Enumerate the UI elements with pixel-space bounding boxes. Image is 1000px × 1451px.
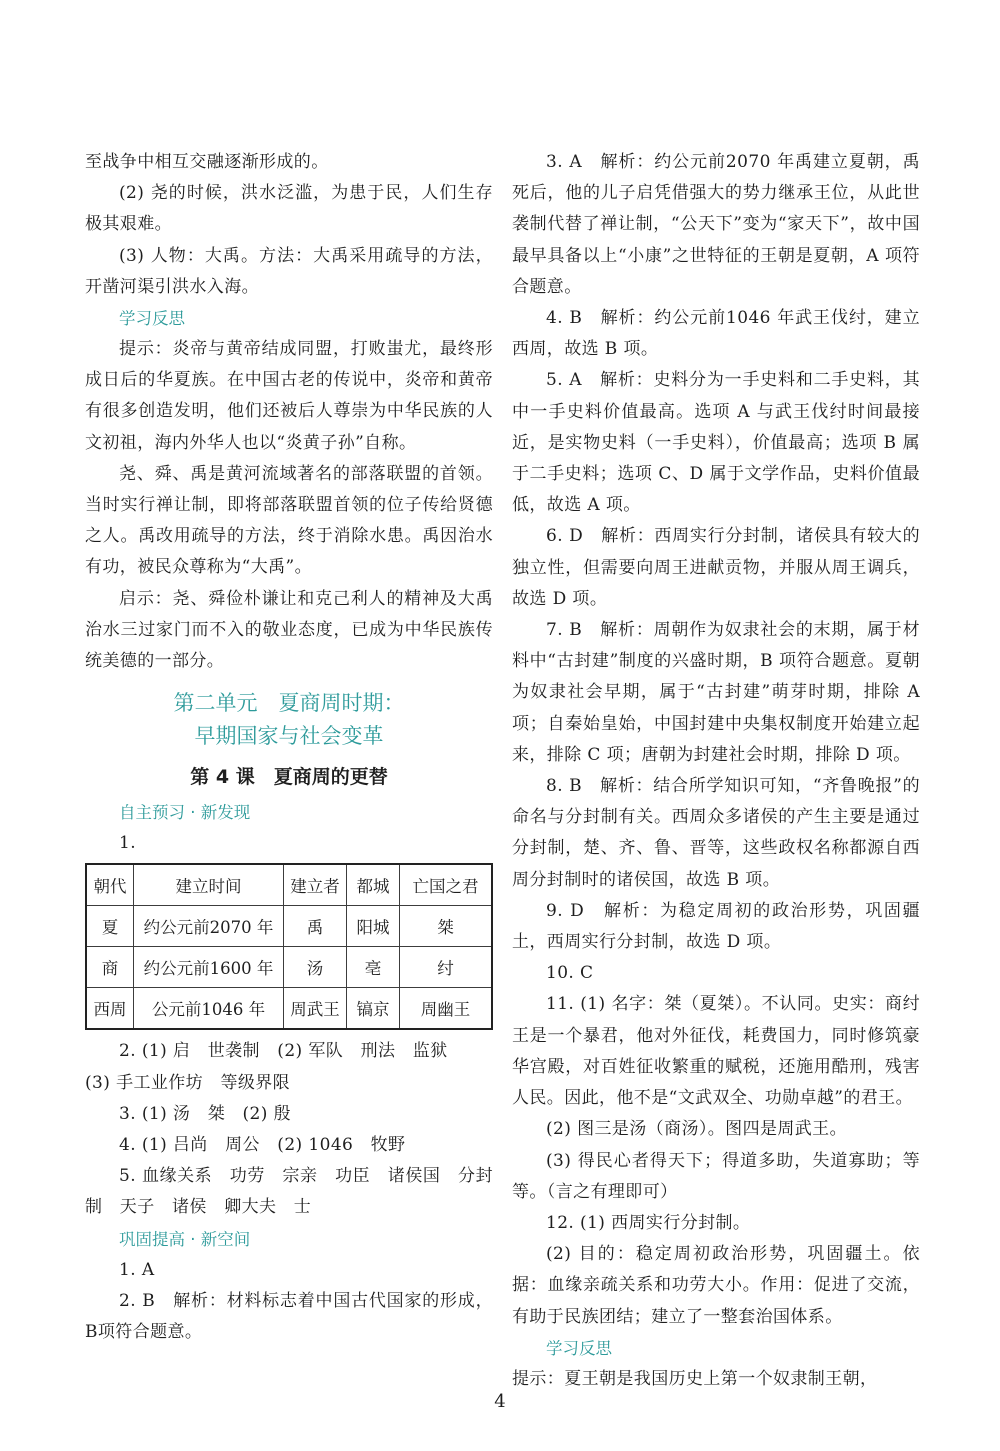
table-cell: 公元前1046 年: [134, 988, 284, 1030]
table-cell: 桀: [400, 906, 493, 947]
answer-paragraph: 6. D 解析：西周实行分封制，诸侯具有较大的独立性，但需要向周王进献贡物，并服从周王调兵，故选 D 项。: [512, 526, 920, 609]
answer-paragraph: 10. C: [546, 963, 594, 984]
answer-line: 4. (1) 吕尚 周公 (2) 1046 牧野: [119, 1135, 406, 1156]
paragraph: 至战争中相互交融逐渐形成的。: [85, 152, 329, 172]
answer-paragraph: 9. D 解析：为稳定周初的政治形势，巩固疆土，西周实行分封制，故选 D 项。: [512, 900, 920, 953]
answer-paragraph: (2) 目的：稳定周初政治形势，巩固疆土。依据：血缘亲疏关系和功劳大小。作用：促进了交流，有助于民族团结；建立了一整套治国体系。: [512, 1244, 920, 1327]
answer-line: 5. 血缘关系 功劳 宗亲 功臣 诸侯国 分封制 天子 诸侯 卿大夫 士: [85, 1166, 493, 1218]
table-cell: 亳: [347, 947, 400, 988]
table-row: [86, 988, 492, 1030]
answer-line: 2. (1) 启 世袭制 (2) 军队 刑法 监狱: [119, 1041, 448, 1062]
answer-line: 1. A: [119, 1259, 155, 1280]
paragraph: (2) 尧的时候，洪水泛滥，为患于民，人们生存极其艰难。: [85, 183, 493, 235]
table-cell: 约公元前2070 年: [134, 906, 284, 947]
table-cell: 阳城: [347, 906, 400, 947]
table-cell: 商: [86, 947, 134, 988]
answer-paragraph: (2) 图三是汤（商汤）。图四是周武王。: [546, 1119, 847, 1140]
answer-paragraph: 提示：夏王朝是我国历史上第一个奴隶制王朝，: [512, 1368, 878, 1389]
page-number: 4: [494, 1391, 506, 1412]
paragraph: (3) 人物：大禹。方法：大禹采用疏导的方法，开凿河渠引洪水入海。: [85, 245, 493, 297]
table-cell: 纣: [400, 947, 493, 988]
dynasty-table: [85, 863, 493, 1030]
answer-paragraph: 12. (1) 西周实行分封制。: [546, 1212, 751, 1233]
paragraph: 启示：尧、舜俭朴谦让和克己利人的精神及大禹治水三过家门而不入的敬业态度，已成为中华民族传统美德的一部分。: [85, 588, 493, 672]
table-header-row: [86, 864, 492, 906]
paragraph: 尧、舜、禹是黄河流域著名的部落联盟的首领。当时实行禅让制，即将部落联盟首领的位子传给贤德之人。禹改用疏导的方法，终于消除水患。禹因治水有功，被民众尊称为“大禹”。: [85, 463, 493, 578]
answer-paragraph: 11. (1) 名字：桀（夏桀）。不认同。史实：商纣王是一个暴君，他对外征伐，耗费国力，同时修筑豪华宫殿，对百姓征收繁重的赋税，还施用酷刑，残害人民。因此，他不是“文武双全、功勋卓越”的君王。: [512, 994, 920, 1109]
unit-title-line2: 早期国家与社会变革: [194, 724, 384, 749]
table-header: 亡国之君: [400, 864, 493, 906]
left-column: [85, 147, 493, 1348]
table-cell: 禹: [284, 906, 347, 947]
table-cell: 西周: [86, 988, 134, 1030]
table-header: 建立者: [284, 864, 347, 906]
paragraph: 提示：炎帝与黄帝结成同盟，打败蚩尤，最终形成日后的华夏族。在中国古老的传说中，炎帝和黄帝有很多创造发明，他们还被后人尊崇为中华民族的人文初祖，海内外华人也以“炎黄子孙”自称。: [85, 339, 493, 453]
table-row: [86, 906, 492, 947]
table-header: 都城: [347, 864, 400, 906]
section-heading-consolidate: 巩固提高 · 新空间: [119, 1229, 251, 1249]
answer-line: 3. (1) 汤 桀 (2) 殷: [119, 1103, 291, 1124]
answer-line: 2. B 解析：材料标志着中国古代国家的形成，B项符合题意。: [85, 1290, 493, 1343]
answer-line: (3) 手工业作坊 等级界限: [85, 1072, 291, 1093]
answer-paragraph: 3. A 解析：约公元前2070 年禹建立夏朝，禹死后，他的儿子启凭借强大的势力继承王位，从此世袭制代替了禅让制，“公天下”变为“家天下”，故中国最早具备以上“小康”之世特征的王朝是夏朝，A 项符合题意。: [512, 152, 920, 297]
question-number: 1.: [119, 833, 137, 854]
table-header: 建立时间: [134, 864, 284, 906]
answer-paragraph: (3) 得民心者得天下；得道多助，失道寡助；等等。（言之有理即可）: [512, 1150, 920, 1202]
table-cell: 汤: [284, 947, 347, 988]
table-cell: 周武王: [284, 988, 347, 1030]
table-cell: 夏: [86, 906, 134, 947]
table-header: 朝代: [86, 864, 134, 906]
table-cell: 周幽王: [400, 988, 493, 1030]
section-heading-preview: 自主预习 · 新发现: [119, 803, 251, 823]
answer-paragraph: 5. A 解析：史料分为一手史料和二手史料，其中一手史料价值最高。选项 A 与武王伐纣时间最接近，是实物史料（一手史料），价值最高；选项 B 属于二手史料；选项 C、D 属于文学作品，史料价值最低，故选 A 项。: [512, 370, 920, 516]
lesson-title: 第 4 课 夏商周的更替: [190, 766, 388, 789]
right-column: [512, 147, 920, 1395]
unit-title-line1: 第二单元 夏商周时期：: [173, 691, 405, 716]
answer-paragraph: 4. B 解析：约公元前1046 年武王伐纣，建立西周，故选 B 项。: [512, 308, 920, 360]
table-cell: 约公元前1600 年: [134, 947, 284, 988]
answer-paragraph: 7. B 解析：周朝作为奴隶社会的末期，属于材料中“古封建”制度的兴盛时期，B 项符合题意。夏朝为奴隶社会早期，属于“古封建”萌芽时期，排除 A 项；自秦始皇始，中国封建中央集权制度开始建立起来，排除 C 项；唐朝为封建社会时期，排除 D 项。: [512, 620, 920, 765]
table-row: [86, 947, 492, 988]
table-cell: 镐京: [347, 988, 400, 1030]
answer-paragraph: 8. B 解析：结合所学知识可知，“齐鲁晚报”的命名与分封制有关。西周众多诸侯的产生主要是通过分封制，楚、齐、鲁、晋等，这些政权名称都源自西周分封制时的诸侯国，故选 B 项。: [512, 776, 920, 890]
section-heading-reflect: 学习反思: [119, 309, 185, 329]
section-heading-reflect: 学习反思: [546, 1338, 612, 1358]
